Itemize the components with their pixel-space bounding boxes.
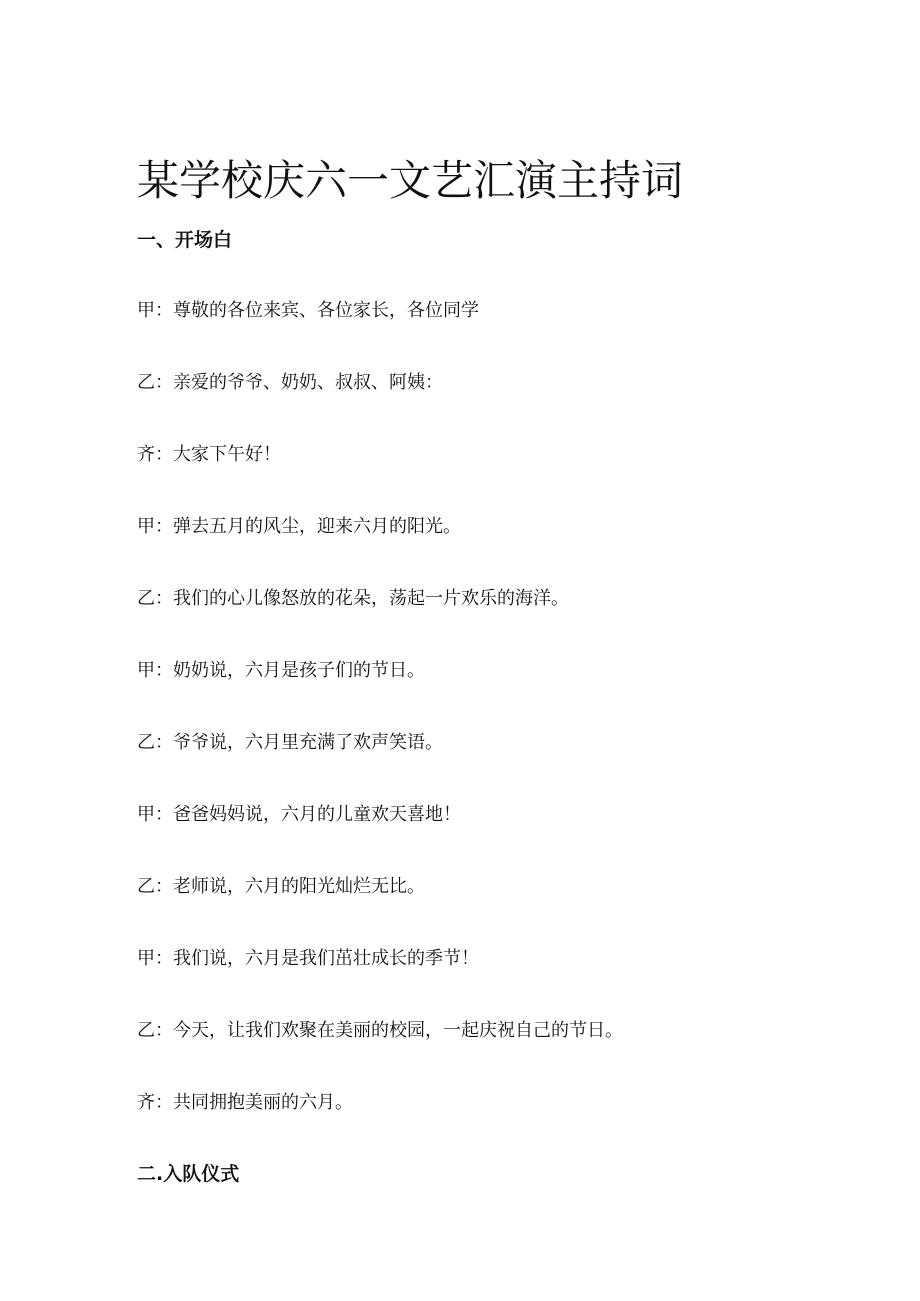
dialogue-line: 甲：我们说，六月是我们茁壮成长的季节！ xyxy=(137,948,479,969)
dialogue-line: 乙：老师说，六月的阳光灿烂无比。 xyxy=(137,876,425,897)
dialogue-line: 乙：今天，让我们欢聚在美丽的校园，一起庆祝自己的节日。 xyxy=(137,1020,623,1041)
section-heading-induction-ceremony: 二.入队仪式 xyxy=(137,1163,240,1185)
dialogue-line: 甲：弹去五月的风尘，迎来六月的阳光。 xyxy=(137,516,461,537)
dialogue-line: 乙：爷爷说，六月里充满了欢声笑语。 xyxy=(137,732,443,753)
dialogue-line: 齐：共同拥抱美丽的六月。 xyxy=(137,1092,353,1113)
dialogue-line: 甲：奶奶说，六月是孩子们的节日。 xyxy=(137,660,425,681)
dialogue-line: 乙：我们的心儿像怒放的花朵，荡起一片欢乐的海洋。 xyxy=(137,588,569,609)
dialogue-line: 甲：爸爸妈妈说，六月的儿童欢天喜地！ xyxy=(137,804,461,825)
document-title: 某学校庆六一文艺汇演主持词 xyxy=(137,156,684,206)
dialogue-line: 齐：大家下午好！ xyxy=(137,444,281,465)
section-heading-opening: 一、开场白 xyxy=(137,229,233,251)
dialogue-line: 乙：亲爱的爷爷、奶奶、叔叔、阿姨： xyxy=(137,372,443,393)
dialogue-line: 甲：尊敬的各位来宾、各位家长，各位同学 xyxy=(137,300,479,321)
